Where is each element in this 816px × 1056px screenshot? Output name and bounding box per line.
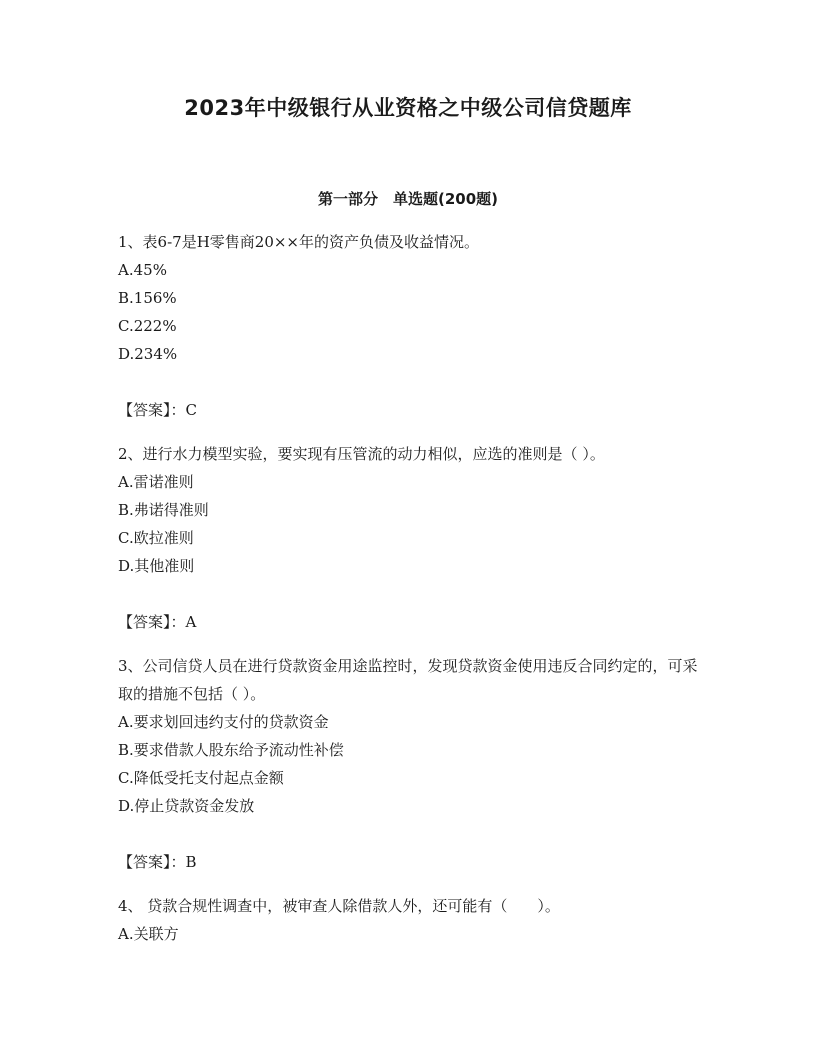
option-a: A.雷诺准则 xyxy=(118,473,194,491)
question-item xyxy=(118,228,698,424)
option-c: C.降低受托支付起点金额 xyxy=(118,769,284,787)
option-c: C.222% xyxy=(118,317,177,335)
question-stem: 1、表6-7是H零售商20××年的资产负债及收益情况。 xyxy=(118,233,480,251)
option-c: C.欧拉准则 xyxy=(118,529,194,547)
option-b: B.要求借款人股东给予流动性补偿 xyxy=(118,741,344,759)
question-stem: 2、进行水力模型实验，要实现有压管流的动力相似，应选的准则是（ ）。 xyxy=(118,445,605,463)
question-list xyxy=(118,228,698,948)
answer-line: 【答案】：A xyxy=(118,613,197,631)
question-stem: 4、 贷款合规性调查中，被审查人除借款人外，还可能有（ ）。 xyxy=(118,897,560,915)
option-d: D.停止贷款资金发放 xyxy=(118,797,255,815)
option-d: D.234% xyxy=(118,345,178,363)
answer-line: 【答案】：C xyxy=(118,401,197,419)
option-a: A.关联方 xyxy=(118,925,179,943)
answer-line: 【答案】：B xyxy=(118,853,197,871)
option-a: A.45% xyxy=(118,261,167,279)
question-stem: 3、公司信贷人员在进行贷款资金用途监控时，发现贷款资金使用违反合同约定的，可采取的措施不包括（ ）。 xyxy=(118,657,698,703)
question-item xyxy=(118,652,698,876)
page-title: 2023年中级银行从业资格之中级公司信贷题库 xyxy=(184,96,632,120)
option-b: B.弗诺得准则 xyxy=(118,501,209,519)
option-a: A.要求划回违约支付的贷款资金 xyxy=(118,713,329,731)
option-d: D.其他准则 xyxy=(118,557,195,575)
question-item xyxy=(118,892,698,948)
question-item xyxy=(118,440,698,636)
option-b: B.156% xyxy=(118,289,177,307)
section-heading: 第一部分 单选题(200题) xyxy=(317,190,499,208)
